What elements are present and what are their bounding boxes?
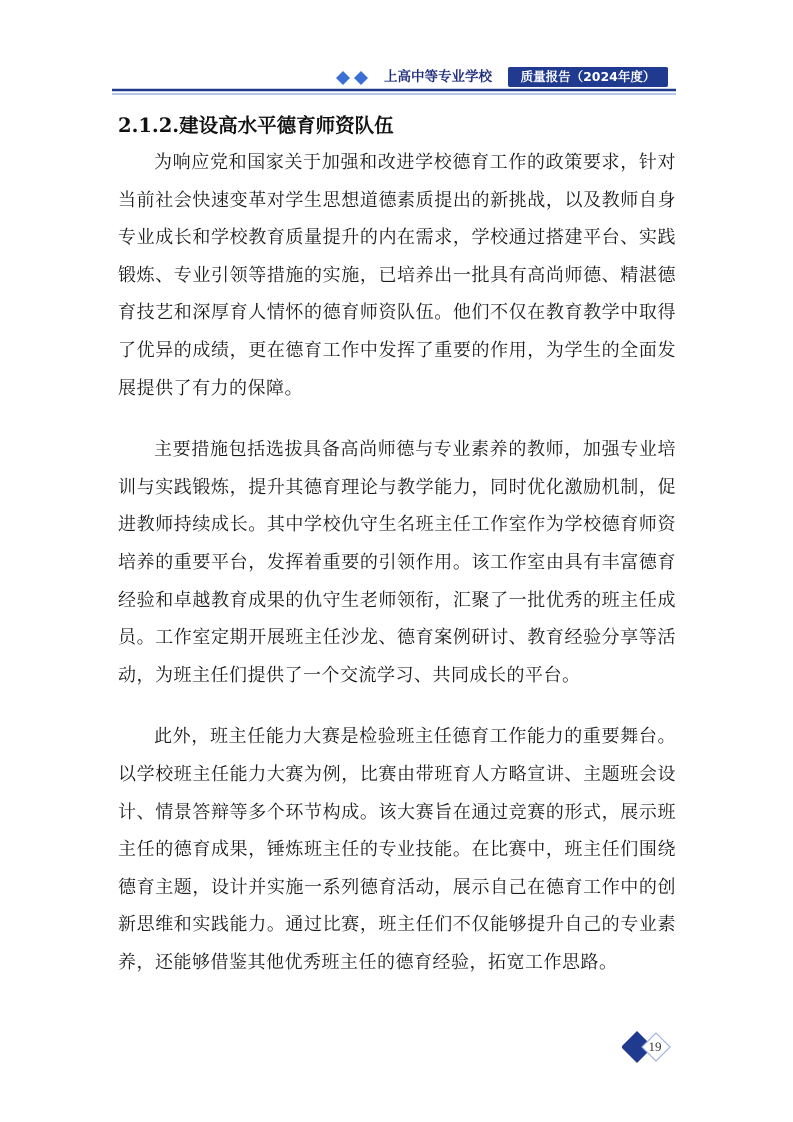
page-number: 19	[648, 1039, 662, 1054]
paragraph: 为响应党和国家关于加强和改进学校德育工作的政策要求，针对当前社会快速变革对学生思想道德素质提出的新挑战，以及教师自身专业成长和学校教育质量提升的内在需求，学校通过搭建平台、实践锻炼、专业引领等措施的实施，已培养出一批具有高尚师德、精湛德育技艺和深厚育人情怀的德育师资队伍。他们不仅在教育教学中取得了优异的成绩，更在德育工作中发挥了重要的作用，为学生的全面发展提供了有力的保障。	[118, 152, 676, 399]
paragraph: 主要措施包括选拔具备高尚师德与专业素养的教师，加强专业培训与实践锻炼，提升其德育理论与教学能力，同时优化激励机制，促进教师持续成长。其中学校仇守生名班主任工作室作为学校德育师资培养的重要平台，发挥着重要的引领作用。该工作室由具有丰富德育经验和卓越教育成果的仇守生老师领衔，汇聚了一批优秀的班主任成员。工作室定期开展班主任沙龙、德育案例研讨、教育经验分享等活动，为班主任们提供了一个交流学习、共同成长的平台。	[118, 439, 676, 686]
school-name: 上高中等专业学校	[384, 69, 492, 85]
body-text	[118, 144, 676, 1005]
section-title: 2.1.2.建设高水平德育师资队伍	[118, 114, 394, 137]
report-title-badge: 质量报告（2024年度）	[508, 67, 668, 87]
paragraph: 此外，班主任能力大赛是检验班主任德育工作能力的重要舞台。以学校班主任能力大赛为例，比赛由带班育人方略宣讲、主题班会设计、情景答辩等多个环节构成。该大赛旨在通过竞赛的形式，展示班主任的德育成果，锤炼班主任的专业技能。在比赛中，班主任们围绕德育主题，设计并实施一系列德育活动，展示自己在德育工作中的创新思维和实践能力。通过比赛，班主任们不仅能够提升自己的专业素养，还能够借鉴其他优秀班主任的德育经验，拓宽工作思路。	[118, 726, 676, 973]
page-header	[336, 66, 672, 88]
diamond-icon	[336, 70, 378, 86]
header-rule	[0, 88, 793, 96]
